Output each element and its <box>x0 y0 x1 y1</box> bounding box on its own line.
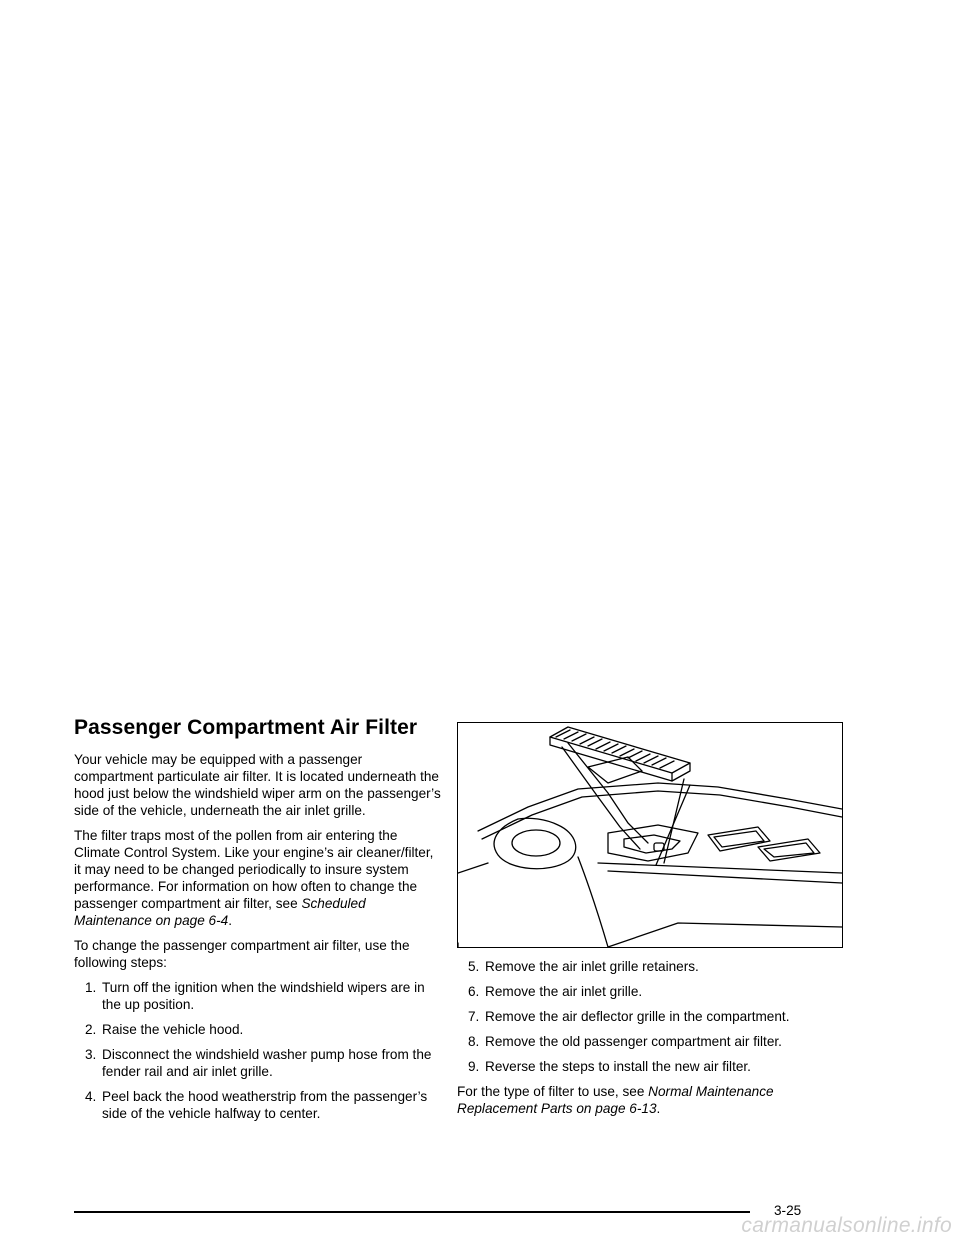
closing-text: For the type of filter to use, see <box>457 1084 649 1099</box>
step-item <box>74 1046 442 1080</box>
step-number: 5. <box>468 959 480 974</box>
step-item <box>457 958 847 975</box>
page-number: 3-25 <box>774 1203 802 1218</box>
left-column <box>74 751 442 1130</box>
step-number: 2. <box>85 1022 97 1037</box>
step-item <box>74 1088 442 1122</box>
step-text: Raise the vehicle hood. <box>102 1022 244 1037</box>
air-filter-illustration <box>457 722 843 948</box>
intro-paragraph-2 <box>74 827 442 929</box>
step-item <box>74 1021 442 1038</box>
step-number: 8. <box>468 1034 480 1049</box>
scheduled-maintenance-reference: Scheduled Maintenance on page 6-4 <box>74 896 366 928</box>
normal-maintenance-reference: Normal Maintenance Replacement Parts on page 6-13 <box>457 1084 774 1116</box>
intro-paragraph-2-end: . <box>228 913 232 928</box>
footer-rule <box>74 1211 750 1213</box>
intro-paragraph-1: Your vehicle may be equipped with a passenger compartment particulate air filter. It is located underneath the hood just below the windshield wiper arm on the passenger’s side of the vehicle, underneath the air inlet grille. <box>74 752 441 818</box>
vehicle-cowl-drawing <box>458 743 842 947</box>
step-item <box>74 979 442 1013</box>
step-item <box>457 1058 847 1075</box>
step-number: 7. <box>468 1009 480 1024</box>
step-text: Reverse the steps to install the new air filter. <box>485 1059 751 1074</box>
step-number: 1. <box>85 980 97 995</box>
step-number: 6. <box>468 984 480 999</box>
steps-list-right <box>457 958 847 1075</box>
section-title: Passenger Compartment Air Filter <box>74 716 418 739</box>
steps-list-left <box>74 979 442 1122</box>
step-number: 9. <box>468 1059 480 1074</box>
step-item <box>457 1033 847 1050</box>
step-item <box>457 1008 847 1025</box>
step-text: Disconnect the windshield washer pump hose from the fender rail and air inlet grille. <box>102 1047 432 1079</box>
step-item <box>457 983 847 1000</box>
right-column <box>457 958 847 1125</box>
air-filter-cartridge-drawing <box>550 727 690 781</box>
step-text: Remove the air inlet grille retainers. <box>485 959 699 974</box>
step-text: Turn off the ignition when the windshield wipers are in the up position. <box>102 980 425 1012</box>
closing-end: . <box>656 1101 661 1116</box>
step-text: Peel back the hood weatherstrip from the passenger’s side of the vehicle halfway to center. <box>102 1089 428 1121</box>
watermark-text: carmanualsonline.info <box>741 1214 952 1237</box>
intro-paragraph-2-text: The filter traps most of the pollen from air entering the Climate Control System. Like your engine’s air cleaner/filter, it may need to be changed periodically to insure system performance. For information on how often to change the passenger compartment air filter, see <box>74 828 434 911</box>
step-number: 3. <box>85 1047 97 1062</box>
step-number: 4. <box>85 1089 97 1104</box>
closing-paragraph <box>457 1083 847 1117</box>
intro-paragraph-3: To change the passenger compartment air filter, use the following steps: <box>74 938 410 970</box>
step-text: Remove the air deflector grille in the compartment. <box>485 1009 790 1024</box>
step-text: Remove the air inlet grille. <box>485 984 643 999</box>
step-text: Remove the old passenger compartment air filter. <box>485 1034 782 1049</box>
